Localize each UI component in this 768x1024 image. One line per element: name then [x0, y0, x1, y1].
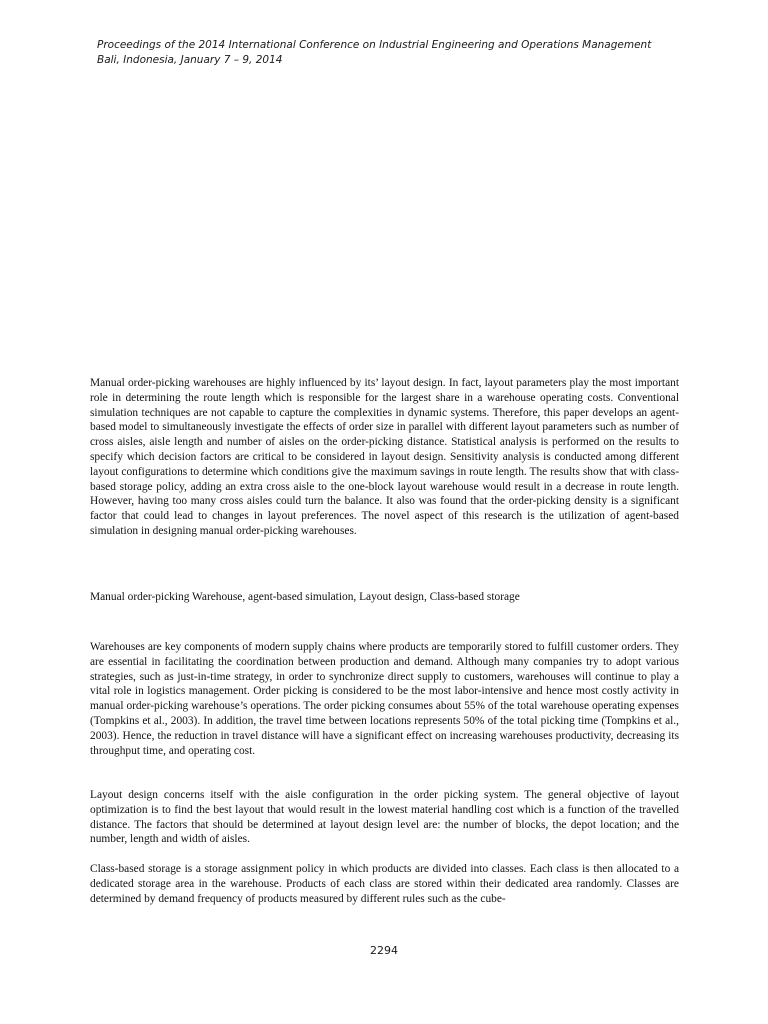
introduction-paragraph-2: Layout design concerns itself with the aisle configuration in the order picking system. The general objective of layout optimization is to find the best layout that would result in the lowest material handling cost which is a function of the travelled distance. The factors that should be determined at layout design level are: the number of blocks, the depot location; and the number, length and width of aisles. — [90, 789, 679, 846]
page-number: 2294 — [370, 944, 398, 957]
introduction-paragraph-3: Class-based storage is a storage assignment policy in which products are divided into classes. Each class is then allocated to a dedicated storage area in the warehouse. Products of each class are stored within their dedicated area randomly. Classes are determined by demand frequency of products measured by different rules such as the cube- — [90, 863, 679, 905]
keywords-line: Manual order-picking Warehouse, agent-based simulation, Layout design, Class-based storage — [90, 591, 520, 603]
running-header — [97, 38, 697, 68]
introduction-paragraph-1: Warehouses are key components of modern supply chains where products are temporarily stored to fulfill customer orders. They are essential in facilitating the coordination between production and demand. Although many companies try to adopt various strategies, such as just-in-time strategy, in order to synchronize direct supply to customers, warehouses will continue to play a vital role in logistics management. Order picking is considered to be the most labor-intensive and hence most costly activity in manual order-picking warehouse’s operations. The order picking consumes about 55% of the total warehouse operating expenses (Tompkins et al., 2003). In addition, the travel time between locations represents 50% of the total picking time (Tompkins et al., 2003). Hence, the reduction in travel distance will have a significant effect on increasing warehouses productivity, decreasing its throughput time, and operating cost. — [90, 641, 679, 757]
header-conference-title: Proceedings of the 2014 International Conference on Industrial Engineering and Operations Management — [97, 39, 652, 51]
abstract-paragraph: Manual order-picking warehouses are highly influenced by its’ layout design. In fact, layout parameters play the most important role in determining the route length which is responsible for the largest share in a warehouse operating costs. Conventional simulation techniques are not capable to capture the complexities in dynamic systems. Therefore, this paper develops an agent-based model to simultaneously investigate the effects of order size in parallel with different layout parameters such as number of cross aisles, aisle length and number of aisles on the order-picking distance. Statistical analysis is performed on the results to specify which decision factors are critical to be considered in layout design. Sensitivity analysis is conducted among different layout configurations to determine which conditions give the maximum savings in route length. The results show that with class-based storage policy, adding an extra cross aisle to the one-block layout warehouse would result in a decrease in route length. However, having too many cross aisles could turn the balance. It also was found that the order-picking density is a significant factor that could lead to changes in layout preferences. The novel aspect of this research is the utilization of agent-based simulation in designing manual order-picking warehouses. — [90, 377, 679, 537]
header-location-date: Bali, Indonesia, January 7 – 9, 2014 — [97, 54, 283, 66]
